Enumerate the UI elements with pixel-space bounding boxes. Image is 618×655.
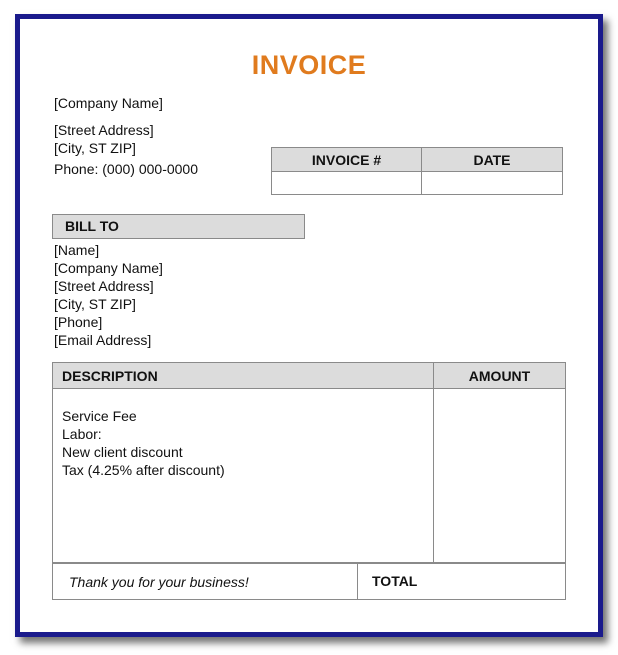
company-city: [City, ST ZIP] bbox=[54, 140, 136, 156]
bill-to-company: [Company Name] bbox=[54, 260, 163, 276]
total-cell[interactable] bbox=[358, 564, 566, 600]
total-label: TOTAL bbox=[372, 573, 418, 589]
invoice-title: INVOICE bbox=[251, 50, 367, 80]
item-discount: New client discount bbox=[62, 444, 183, 460]
description-cell[interactable] bbox=[53, 389, 434, 563]
company-street: [Street Address] bbox=[54, 122, 154, 138]
date-field[interactable] bbox=[422, 172, 563, 195]
item-tax: Tax (4.25% after discount) bbox=[62, 462, 225, 478]
description-header: DESCRIPTION bbox=[53, 363, 434, 389]
company-name: [Company Name] bbox=[54, 95, 163, 111]
invoice-meta-table bbox=[271, 147, 563, 195]
bill-to-block bbox=[54, 241, 163, 349]
item-labor: Labor: bbox=[62, 426, 102, 442]
amount-cell[interactable] bbox=[434, 389, 566, 563]
bill-to-email: [Email Address] bbox=[54, 332, 152, 348]
item-service-fee: Service Fee bbox=[62, 408, 137, 424]
company-block bbox=[54, 94, 198, 178]
invoice-number-field[interactable] bbox=[272, 172, 422, 195]
amount-header: AMOUNT bbox=[434, 363, 566, 389]
thank-you-note: Thank you for your business! bbox=[53, 564, 358, 600]
invoice-page bbox=[15, 14, 603, 637]
invoice-number-header: INVOICE # bbox=[272, 148, 422, 172]
bill-to-street: [Street Address] bbox=[54, 278, 154, 294]
footer-table bbox=[52, 563, 566, 600]
bill-to-phone: [Phone] bbox=[54, 314, 103, 330]
bill-to-city: [City, ST ZIP] bbox=[54, 296, 136, 312]
date-header: DATE bbox=[422, 148, 563, 172]
items-table bbox=[52, 362, 566, 563]
bill-to-name: [Name] bbox=[54, 242, 100, 258]
company-phone: Phone: (000) 000-0000 bbox=[54, 161, 198, 177]
bill-to-header: BILL TO bbox=[52, 214, 305, 239]
